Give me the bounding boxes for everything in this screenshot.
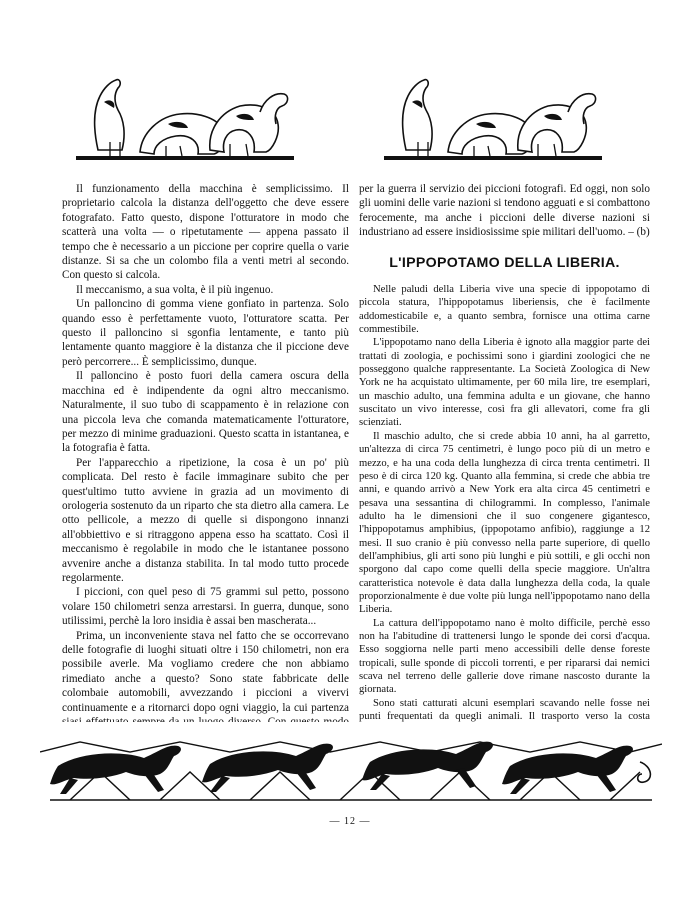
paragraph: L'ippopotamo nano della Liberia è ignoto alla maggior parte dei trattati di zoologia, e pochissimi sono i giardini zoologici che ne posseggono qualche rappresentante. La Società Zoologica di New York ne ha acquistato ultimamente, per 60 mila lire, tre esemplari, un maschio adulto, una femmina adulta e un giovane, che hanno suscitato un vivo interesse, così fra gli allevatori, come fra gli scienziati. bbox=[359, 337, 650, 429]
continuation-paragraph: per la guerra il servizio dei piccioni fotografi. Ed oggi, non solo gli uomini delle varie nazioni si tendono agguati e si combattono ferocemente, ma anche i piccioni delle diverse nazioni si industriano ad essere insidiosissime spie militari dell'uomo. – (b) bbox=[359, 183, 650, 239]
paragraph: Per l'apparecchio a ripetizione, la cosa è un po' più complicata. Del resto è facile immaginare subito che per quest'ultimo tutto avviene in grazia ad un movimento di orologeria sostenuto da un riparto che sta dietro alla camera. Le otto pellicole, a mezzo di quelle si dispongono innanzi all'obbiettivo e si ritraggono appena esso ha scattato. Così il meccanismo è regolabile in modo che le istantanee possono avvenire anche a distanza stabilita. In tal modo tutto procede regolarmente. bbox=[62, 456, 349, 584]
header-dogs-illustration-right bbox=[378, 72, 608, 164]
footer-running-dogs-illustration bbox=[40, 722, 662, 804]
header-dogs-illustration-left bbox=[70, 72, 300, 164]
paragraph: La cattura dell'ippopotamo nano è molto difficile, perchè esso non ha l'abitudine di trattenersi lungo le sponde dei corsi d'acqua. Esso soggiorna nelle parti meno accessibili delle dense foreste tropicali, sulle sponde di piccoli torrenti, e per ripararsi dai nemici scava nel terreno delle gallerie dove rimane nascosto durante la giornata. bbox=[359, 617, 650, 696]
left-column bbox=[62, 182, 349, 744]
article-body bbox=[359, 283, 650, 777]
paragraph: Sono stati catturati alcuni esemplari scavando nelle fosse nei punti frequentati da quegli animali. Il trasporto verso la costa bbox=[359, 697, 650, 723]
right-column bbox=[359, 182, 650, 777]
paragraph: Prima, un inconveniente stava nel fatto che se occorrevano delle fotografie di luoghi situati oltre i 150 chilometri, non era possibile averle. Ma vogliamo credere che non abbiamo rimediato anche a questo? Sono state fabbricate delle colombaie automobili, avvezzando i piccioni a vivervi continuamente e a ritornarci dopo ogni viaggio, la cui partenza bbox=[62, 629, 349, 714]
paragraph: Il maschio adulto, che si crede abbia 10 anni, ha al garretto, un'altezza di circa 75 centimetri, è lungo poco più di un metro e mezzo, e ha una coda della lunghezza di circa trenta centimetri. Il peso è di circa 120 kg. Quanto alla femmina, si crede che abbia tre anni, e quando arrivò a New York era alta circa 45 centimetri e pesava una sessantina di chilogrammi. In complesso, l'animale adulto ha le dimensioni che il suo congenere gigantesco, l'hippopotamus amphibius, (ippopotamo anfibio), raggiunge a 12 mesi. Il suo cranio è più convesso nella parte superiore, di quello dell'amphibius, gli arti sono più lunghi e più sottili, e gli occhi non sporgono dal capo come quelli della specie maggiore. Un'altra caratteristica notevole è data dalla lunghezza della coda, la quale proporzionalmente è due volte più lunga nell'ippopotamo nano della Liberia. bbox=[359, 430, 650, 616]
paragraph: Un palloncino di gomma viene gonfiato in partenza. Solo quando esso è perfettamente vuoto, l'otturatore scatta. Per questo il palloncino si sgonfia lentamente, e tanto più lentamente quanto maggiore è la distanza che il piccione deve però percorrere... È semplicissimo, dunque. bbox=[62, 298, 349, 368]
paragraph: Il funzionamento della macchina è semplicissimo. Il proprietario calcola la distanza dell'oggetto che deve essere fotografato. Fatto questo, dispone l'otturatore in modo che scatterà una volta — o ripetutamente — appena passato il tempo che è necessario a un piccione per coprire quella o varie distanze. Si sa che un colombo fila a venti metri al secondo. Con questo si calcola. bbox=[62, 183, 349, 282]
paragraph: Il palloncino è posto fuori della camera oscura della macchina ed è indipendente da ogni altro meccanismo. Naturalmente, il suo tubo di scappamento è in relazione con una piccola leva che comanda matematicamente l'otturatore, per mezzo di minime graduazioni. Questo scatta in istantanea, e la fotografia è fatta. bbox=[62, 370, 349, 455]
article-title: L'IPPOPOTAMO DELLA LIBERIA. bbox=[389, 254, 620, 271]
page-number: — 12 — bbox=[329, 816, 371, 827]
paragraph: Il meccanismo, a sua volta, è il più ingenuo. bbox=[76, 283, 274, 296]
paragraph: Nelle paludi della Liberia vive una specie di ippopotamo di piccola statura, l'hippopotamus liberiensis, che è facilmente addomesticabile e, a quanto sembra, fornisce una ottima carne commestibile. bbox=[359, 284, 650, 336]
paragraph: I piccioni, con quel peso di 75 grammi sul petto, possono volare 150 chilometri senza arrestarsi. In guerra, dunque, sono utilissimi, perchè la loro insidia è assai ben mascherata... bbox=[62, 586, 349, 628]
